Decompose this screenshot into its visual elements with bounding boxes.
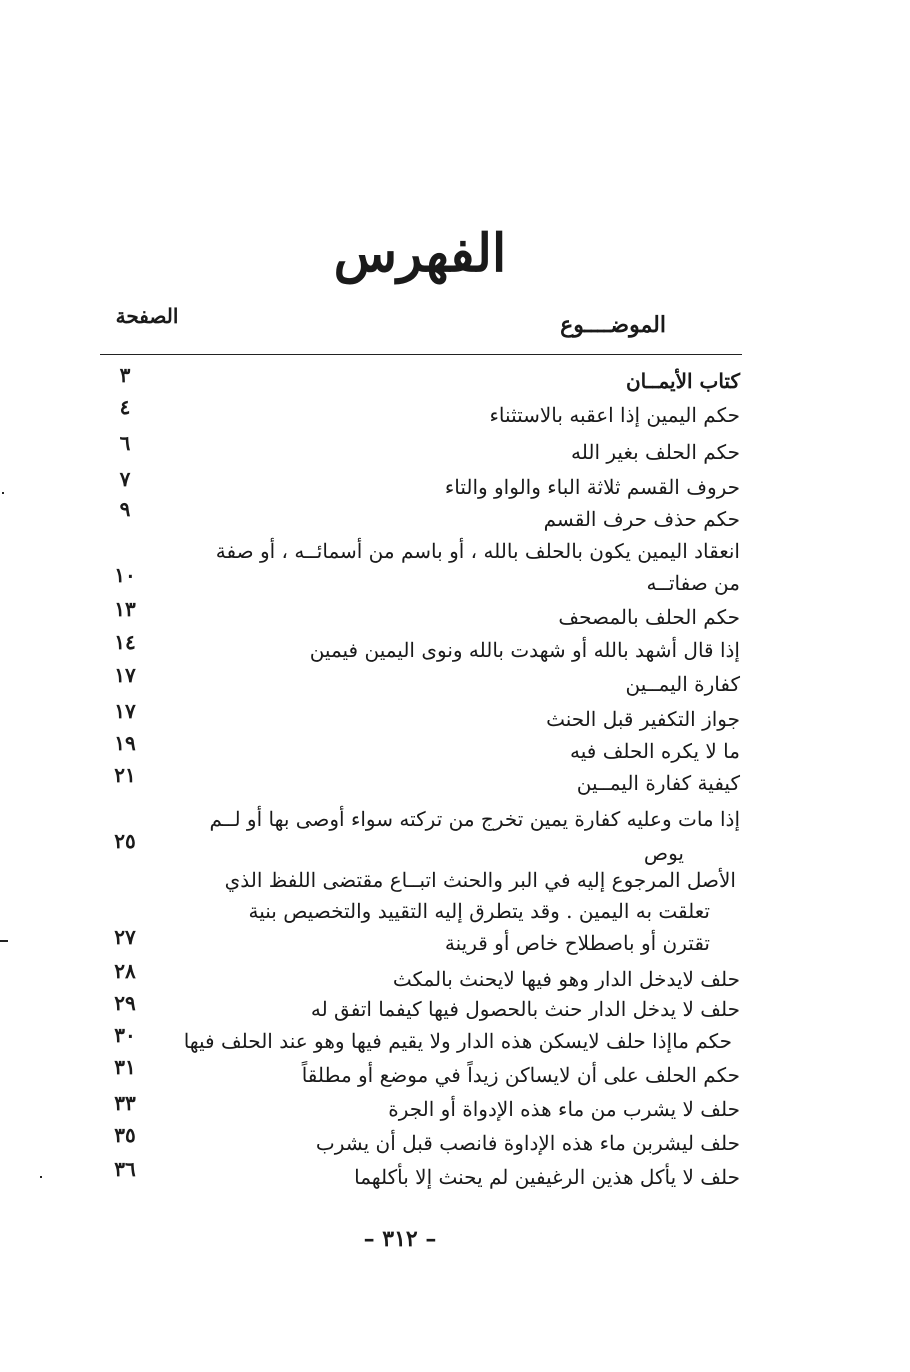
scan-speck: [0, 940, 8, 942]
page-title: الفهرس: [333, 223, 507, 284]
toc-entry: حلف ليشربن ماء هذه الإداوة فانصب قبل أن يشرب: [315, 1131, 740, 1155]
toc-page-number: ٢٧: [114, 925, 136, 949]
toc-entry: كيفية كفارة اليمــين: [576, 771, 740, 795]
toc-entry-continuation: يوص: [643, 841, 684, 865]
toc-page-number: ٣: [119, 363, 131, 387]
scan-speck: [40, 1176, 42, 1178]
toc-page-number: ٤: [119, 395, 131, 419]
toc-entry: إذا مات وعليه كفارة يمين تخرج من تركته سواء أوصى بها أو لــم: [209, 807, 740, 831]
toc-entry: حكم حذف حرف القسم: [543, 507, 740, 531]
toc-page-number: ١٠: [114, 563, 136, 587]
toc-page-number: ١٩: [114, 731, 136, 755]
toc-entry: انعقاد اليمين يكون بالحلف بالله ، أو باسم من أسمائــه ، أو صفة: [215, 539, 740, 563]
toc-entry: كفارة اليمــين: [625, 672, 740, 696]
toc-page-number: ٢٥: [114, 829, 136, 853]
toc-entry: حلف لا يأكل هذين الرغيفين لم يحنث إلا بأكلهما: [354, 1165, 740, 1189]
toc-page-number: ٣٣: [114, 1091, 136, 1115]
toc-page-number: ٣٥: [114, 1123, 136, 1147]
toc-entry: حكم الحلف على أن لايساكن زيداً في موضع أو مطلقاً: [301, 1063, 740, 1087]
toc-page-number: ٧: [119, 467, 131, 491]
toc-entry: ما لا يكره الحلف فيه: [570, 739, 740, 763]
toc-page-number: ٢٩: [114, 991, 136, 1015]
page-column-header: الصفحة: [115, 304, 179, 328]
topic-column-header: الموضــــوع: [560, 312, 666, 338]
toc-entry: حكم الحلف بالمصحف: [558, 605, 740, 629]
toc-page-number: ١٧: [114, 699, 136, 723]
toc-entry: حكم ماإذا حلف لايسكن هذه الدار ولا يقيم فيها وهو عند الحلف فيها: [183, 1029, 732, 1053]
toc-page-number: ٢١: [114, 763, 136, 787]
toc-page-number: ٣٦: [114, 1157, 136, 1181]
toc-entry: حروف القسم ثلاثة الباء والواو والتاء: [444, 475, 740, 499]
toc-page-number: ١٧: [114, 663, 136, 687]
toc-page-number: ٦: [119, 431, 131, 455]
toc-page-number: ١٤: [114, 630, 136, 654]
header-divider: [100, 354, 742, 355]
toc-entry: جواز التكفير قبل الحنث: [546, 707, 740, 731]
toc-entry-continuation: تقترن أو باصطلاح خاص أو قرينة: [444, 931, 710, 955]
toc-entry: حكم اليمين إذا اعقبه بالاستثناء: [489, 403, 740, 427]
scan-speck: [2, 492, 4, 494]
toc-entry: حلف لا يشرب من ماء هذه الإدواة أو الجرة: [388, 1097, 740, 1121]
toc-entry-continuation: تعلقت به اليمين . وقد يتطرق إليه التقييد والتخصيص بنية: [248, 899, 710, 923]
page-footer-number: – ٣١٢ –: [363, 1226, 437, 1252]
toc-entry-continuation: من صفاتــه: [646, 571, 740, 595]
toc-page-number: ٢٨: [114, 959, 136, 983]
toc-page-number: ١٣: [114, 597, 136, 621]
toc-entry: كتاب الأيمــان: [625, 369, 740, 393]
toc-entry: إذا قال أشهد بالله أو شهدت بالله ونوى اليمين فيمين: [309, 638, 740, 662]
toc-page-number: ٣٠: [114, 1023, 136, 1047]
toc-page-number: ٣١: [114, 1055, 136, 1079]
toc-entry: حلف لا يدخل الدار حنث بالحصول فيها كيفما اتفق له: [310, 997, 740, 1021]
toc-entry: حكم الحلف بغير الله: [571, 440, 740, 464]
toc-entry: حلف لايدخل الدار وهو فيها لايحنث بالمكث: [392, 967, 740, 991]
toc-page-number: ٩: [119, 497, 131, 521]
toc-entry: الأصل المرجوع إليه في البر والحنث اتبــاع مقتضى اللفظ الذي: [224, 868, 736, 892]
